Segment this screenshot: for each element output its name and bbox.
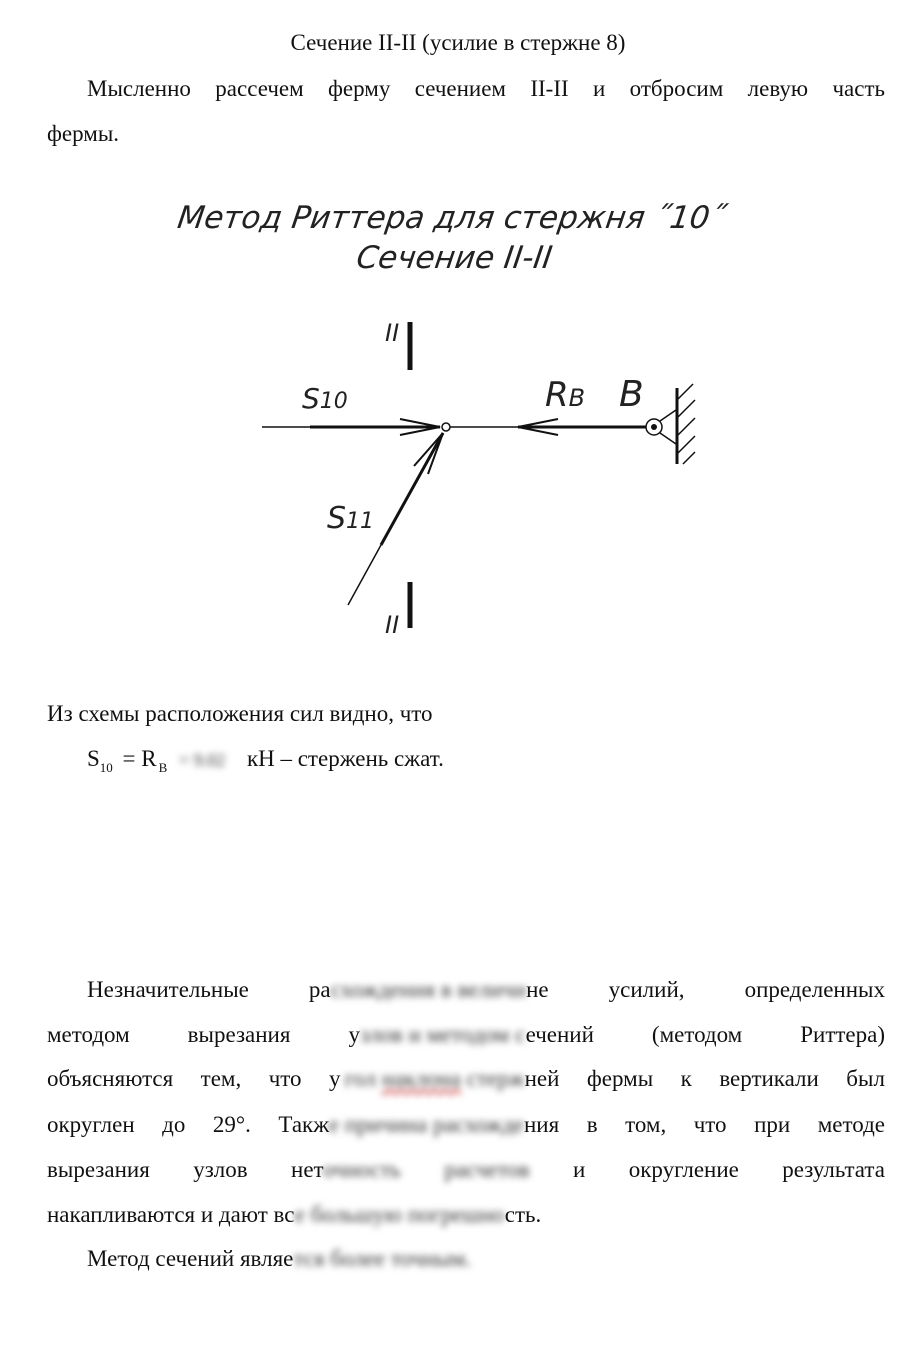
intro-word: левую xyxy=(747,76,809,101)
intro-word: часть xyxy=(832,76,885,101)
text-word: Незначительные xyxy=(87,977,249,1002)
diagram-title-line-1: Метод Риттера для стержня ˝10˝ xyxy=(175,200,728,236)
text-word: Риттера) xyxy=(800,1022,885,1047)
text-word: к xyxy=(680,1066,692,1091)
section-label-bottom: II xyxy=(385,611,400,639)
text-word: объясняются xyxy=(47,1066,174,1091)
blurred-text: гол xyxy=(344,1066,377,1091)
formula-hidden-value: = 9.02 xyxy=(179,750,226,770)
label-s10: S10 xyxy=(302,382,348,415)
conclusion-line-6 xyxy=(47,1202,541,1228)
text-word: вертикали xyxy=(719,1066,819,1091)
intro-word: и xyxy=(593,76,606,101)
blurred-text: очность xyxy=(323,1157,401,1182)
blurred-text: стерж xyxy=(466,1066,525,1091)
text-word: усилий, xyxy=(608,977,685,1002)
intro-word: сечением xyxy=(414,76,506,101)
blurred-text: тся более точным. xyxy=(293,1246,472,1271)
formula-eq: = R xyxy=(122,746,157,771)
support-wall-hatch xyxy=(677,384,693,400)
label-rb: RB xyxy=(545,375,586,415)
support-bracket-bottom xyxy=(660,433,676,444)
intro-word: ферму xyxy=(328,76,391,101)
text-word: неточность xyxy=(291,1157,401,1182)
text-word: округление xyxy=(628,1157,739,1182)
intro-word: Мысленно xyxy=(87,76,191,101)
label-support-b: B xyxy=(619,374,644,415)
arrow-head-s11 xyxy=(414,433,443,474)
text-word: определенных xyxy=(744,977,885,1002)
support-wall-hatch xyxy=(677,436,695,454)
support-hinge-inner xyxy=(651,424,657,430)
intro-word: рассечем xyxy=(215,76,304,101)
support-wall-hatch xyxy=(677,418,695,436)
label-s11: S11 xyxy=(327,501,375,536)
intro-line-2: фермы. xyxy=(47,121,120,146)
conclusion-line-5 xyxy=(47,1157,885,1183)
text-word: тем, xyxy=(200,1066,242,1091)
text-word: и xyxy=(573,1157,586,1182)
result-formula xyxy=(87,746,444,775)
support-wall-hatch xyxy=(677,400,695,418)
text-word: методом xyxy=(47,1022,130,1047)
text-word: был xyxy=(846,1066,885,1091)
blurred-text: е большую погрешно xyxy=(294,1202,505,1227)
text-word: у гол наклона стержней xyxy=(329,1066,560,1091)
member-s11-arrow xyxy=(381,433,443,545)
result-lead: Из схемы расположения сил видно, что xyxy=(47,701,433,726)
blurred-text: е причина расхожде xyxy=(328,1112,524,1137)
conclusion-line-4 xyxy=(47,1112,885,1138)
text-word: расхождения в величине xyxy=(308,977,549,1002)
text-word: 29°. xyxy=(212,1112,251,1137)
text-span: накапливаются и дают вс xyxy=(47,1202,295,1227)
text-span: Метод сечений являе xyxy=(87,1246,294,1271)
text-word: узлов xyxy=(193,1157,248,1182)
text-word: округлен xyxy=(47,1112,135,1137)
section-label-top: II xyxy=(385,319,400,347)
conclusion-line-7 xyxy=(87,1246,471,1272)
text-word: что xyxy=(693,1112,727,1137)
blurred-text: злов и методом с xyxy=(359,1022,526,1047)
conclusion-line-3 xyxy=(47,1066,885,1092)
text-word: узлов и методом сечений xyxy=(348,1022,594,1047)
node xyxy=(442,423,450,431)
section-heading: Сечение II-II (усилие в стержне 8) xyxy=(290,30,626,55)
formula-r-sub: В xyxy=(158,760,168,775)
diagram-title-line-2: Сечение II-II xyxy=(354,240,555,276)
formula-s-sub: 10 xyxy=(99,760,113,775)
text-word: результата xyxy=(782,1157,885,1182)
text-word: что xyxy=(268,1066,302,1091)
member-s11-thin xyxy=(348,545,381,605)
text-word: фермы xyxy=(586,1066,654,1091)
text-word: при xyxy=(754,1112,791,1137)
blurred-text-underlined: наклона xyxy=(381,1066,461,1091)
support-wall-hatch xyxy=(683,452,695,464)
text-word: том, xyxy=(625,1112,667,1137)
text-word: (методом xyxy=(651,1022,743,1047)
text-word: Также причина расхождения xyxy=(278,1112,560,1137)
conclusion-line-1 xyxy=(87,977,885,1003)
formula-unit: кН – стержень сжат. xyxy=(246,746,444,771)
text-word: до xyxy=(162,1112,186,1137)
text-word: вырезания xyxy=(47,1157,150,1182)
text-span: сть. xyxy=(504,1202,542,1227)
text-word: в xyxy=(586,1112,598,1137)
intro-word: II-II xyxy=(530,76,569,101)
formula-s: S xyxy=(87,746,100,771)
text-word: вырезания xyxy=(187,1022,291,1047)
conclusion-line-2 xyxy=(47,1022,885,1048)
blurred-text: расчетов xyxy=(444,1157,530,1182)
support-bracket-top xyxy=(660,410,676,421)
text-word: методе xyxy=(817,1112,885,1137)
intro-word: отбросим xyxy=(629,76,724,101)
blurred-text: схождения в величи xyxy=(330,977,527,1002)
